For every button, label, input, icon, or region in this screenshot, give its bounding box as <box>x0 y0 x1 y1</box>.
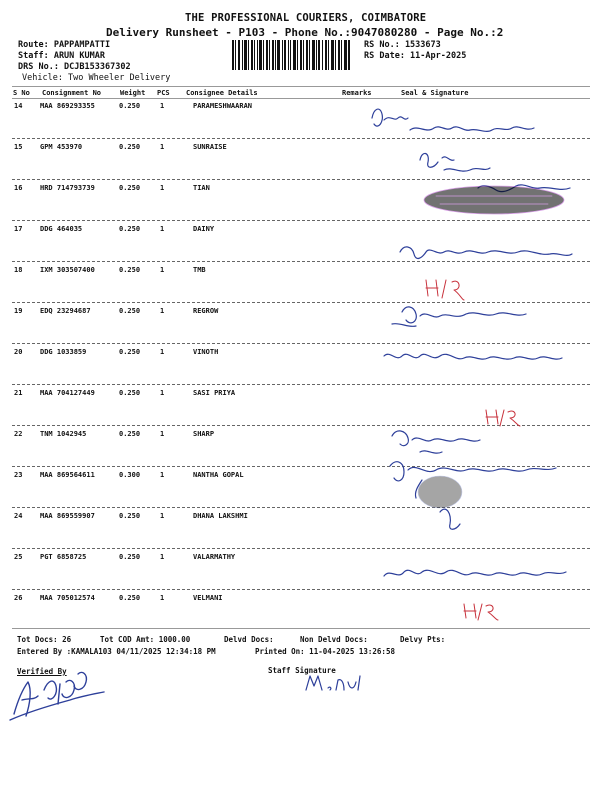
row-sno: 24 <box>14 512 23 520</box>
row-pcs: 1 <box>160 594 165 602</box>
row-consignee-name: SUNRAISE <box>193 143 227 151</box>
row-weight: 0.250 <box>119 553 141 561</box>
row-weight: 0.250 <box>119 184 141 192</box>
non-delivered-docs: Non Delvd Docs: <box>300 635 368 644</box>
rs-number: RS No.: 1533673 <box>364 40 441 50</box>
staff-label: Staff: ARUN KUMAR <box>18 51 105 61</box>
row-weight: 0.250 <box>119 348 141 356</box>
row-consignee-name: VALARMATHY <box>193 553 236 561</box>
column-header-consignee: Consignee Details <box>186 89 258 97</box>
row-sno: 22 <box>14 430 23 438</box>
row-weight: 0.250 <box>119 266 141 274</box>
row-consignee-name: VINOTH <box>193 348 219 356</box>
column-header-consignment: Consignment No <box>42 89 102 97</box>
row-consignment-number: DDG 1033859 <box>40 348 87 356</box>
row-consignment-number: EDQ 23294687 <box>40 307 91 315</box>
row-consignment-number: TNM 1042945 <box>40 430 87 438</box>
handwritten-signatures <box>360 100 600 640</box>
row-consignment-number: MAA 869564611 <box>40 471 95 479</box>
row-sno: 16 <box>14 184 23 192</box>
row-pcs: 1 <box>160 184 165 192</box>
column-header-weight: Weight <box>120 89 146 97</box>
total-docs: Tot Docs: 26 <box>17 635 72 644</box>
runsheet-subtitle: Delivery Runsheet - P103 - Phone No.:9047080280 - Page No.:2 <box>106 26 504 39</box>
row-consignee-name: TIAN <box>193 184 210 192</box>
row-consignment-number: DDG 464035 <box>40 225 83 233</box>
staff-signature <box>300 668 380 694</box>
row-pcs: 1 <box>160 266 165 274</box>
printed-on: Printed On: 11-04-2025 13:26:58 <box>255 647 395 656</box>
route-label: Route: PAPPAMPATTI <box>18 40 111 50</box>
staff-signature-label: Staff Signature <box>268 666 336 675</box>
row-sno: 25 <box>14 553 23 561</box>
drs-number: DRS No.: DCJB153367302 <box>18 62 131 72</box>
row-sno: 20 <box>14 348 23 356</box>
row-sno: 23 <box>14 471 23 479</box>
row-pcs: 1 <box>160 512 165 520</box>
column-header-remarks: Remarks <box>342 89 372 97</box>
column-header-seal-signature: Seal & Signature <box>401 89 469 97</box>
row-weight: 0.250 <box>119 225 141 233</box>
verified-by-label: Verified By <box>17 667 67 676</box>
header-bottom-rule <box>12 98 590 99</box>
row-weight: 0.250 <box>119 512 141 520</box>
footer-rule <box>12 628 590 629</box>
row-weight: 0.250 <box>119 594 141 602</box>
row-pcs: 1 <box>160 102 165 110</box>
row-sno: 14 <box>14 102 23 110</box>
row-sno: 26 <box>14 594 23 602</box>
delivered-docs: Delvd Docs: <box>224 635 274 644</box>
rs-date: RS Date: 11-Apr-2025 <box>364 51 467 61</box>
row-consignee-name: TMB <box>193 266 206 274</box>
row-consignment-number: HRD 714793739 <box>40 184 95 192</box>
row-pcs: 1 <box>160 553 165 561</box>
row-sno: 17 <box>14 225 23 233</box>
row-pcs: 1 <box>160 143 165 151</box>
row-weight: 0.300 <box>119 471 141 479</box>
row-consignment-number: PGT 6858725 <box>40 553 87 561</box>
row-consignee-name: SHARP <box>193 430 215 438</box>
row-sno: 18 <box>14 266 23 274</box>
barcode-icon <box>232 40 350 70</box>
row-consignee-name: DAINY <box>193 225 215 233</box>
column-header-sno: S No <box>13 89 30 97</box>
header-top-rule <box>12 86 590 87</box>
row-pcs: 1 <box>160 348 165 356</box>
row-weight: 0.250 <box>119 389 141 397</box>
row-sno: 15 <box>14 143 23 151</box>
total-cod-amount: Tot COD Amt: 1000.00 <box>100 635 191 644</box>
column-header-pcs: PCS <box>157 89 170 97</box>
row-pcs: 1 <box>160 471 165 479</box>
row-pcs: 1 <box>160 389 165 397</box>
row-sno: 21 <box>14 389 23 397</box>
row-consignment-number: MAA 705012574 <box>40 594 95 602</box>
row-consignee-name: DHANA LAKSHMI <box>193 512 248 520</box>
row-pcs: 1 <box>160 307 165 315</box>
row-weight: 0.250 <box>119 102 141 110</box>
row-consignee-name: NANTHA GOPAL <box>193 471 244 479</box>
row-consignee-name: PARAMESHWAARAN <box>193 102 253 110</box>
row-consignment-number: MAA 869559907 <box>40 512 95 520</box>
row-consignee-name: SASI PRIYA <box>193 389 236 397</box>
row-consignment-number: MAA 869293355 <box>40 102 95 110</box>
row-weight: 0.250 <box>119 430 141 438</box>
entered-by: Entered By :KAMALA103 04/11/2025 12:34:18 PM <box>17 647 216 656</box>
row-consignee-name: REGROW <box>193 307 219 315</box>
row-weight: 0.250 <box>119 143 141 151</box>
row-pcs: 1 <box>160 225 165 233</box>
row-consignment-number: GPM 453970 <box>40 143 83 151</box>
row-consignment-number: MAA 704127449 <box>40 389 95 397</box>
row-pcs: 1 <box>160 430 165 438</box>
row-sno: 19 <box>14 307 23 315</box>
vehicle-label: Vehicle: Two Wheeler Delivery <box>22 73 171 83</box>
document-title: THE PROFESSIONAL COURIERS, COIMBATORE <box>185 12 427 24</box>
row-consignee-name: VELMANI <box>193 594 223 602</box>
delivery-points: Delvy Pts: <box>400 635 446 644</box>
row-consignment-number: IXM 303507400 <box>40 266 95 274</box>
verifier-signature <box>8 660 128 730</box>
row-weight: 0.250 <box>119 307 141 315</box>
